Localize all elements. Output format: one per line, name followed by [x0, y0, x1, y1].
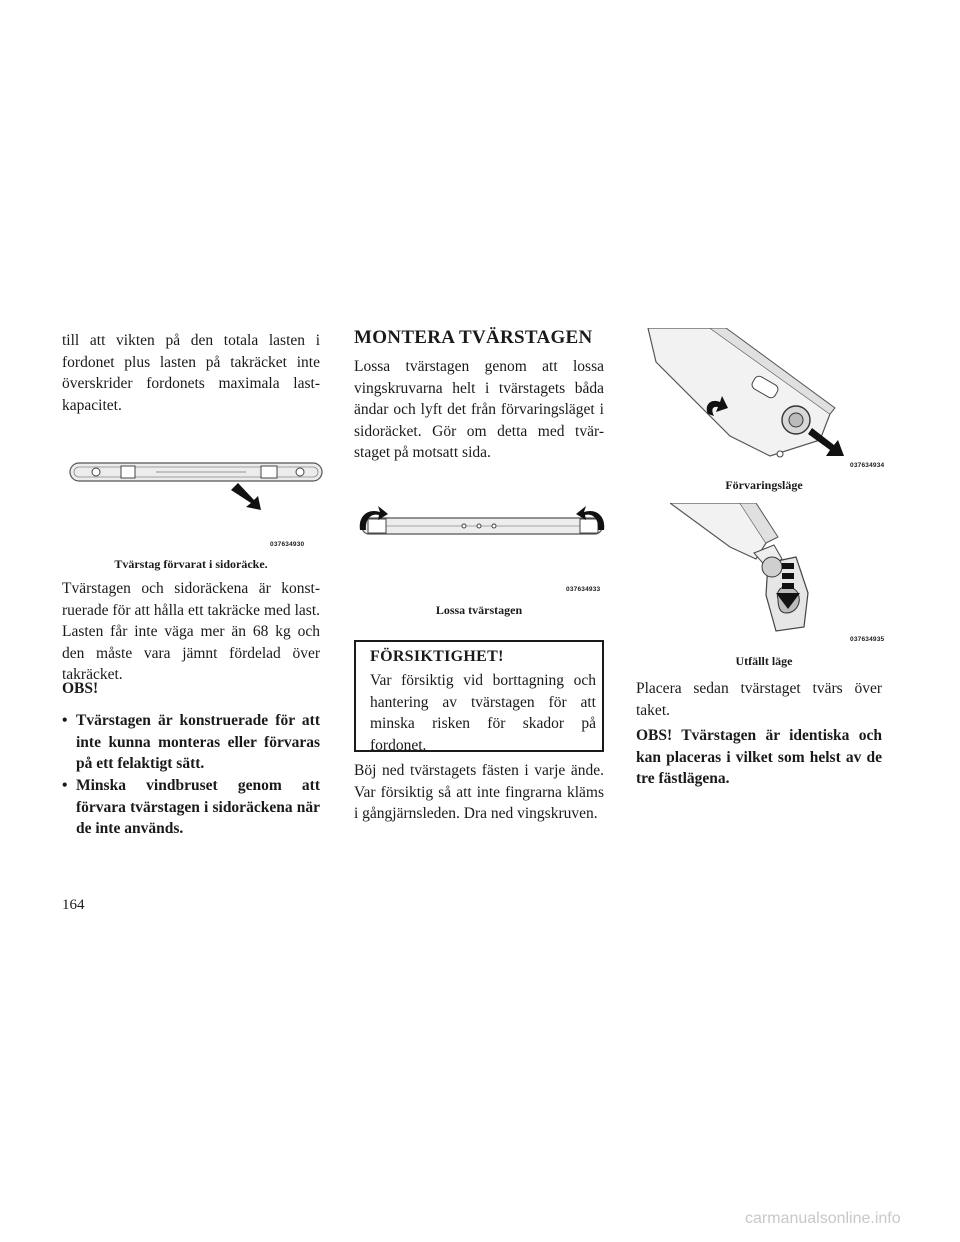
identical-note: OBS! Tvärstagen är identiska och kan placeras i vilket som helst av de tre fästlägena. — [636, 727, 882, 787]
bullet-dot: • — [62, 712, 68, 729]
bullet-text: Tvärstagen är konstruerade för att inte kunna monteras eller förvaras på ett felaktigt sätt. — [76, 712, 320, 772]
loosen-paragraph: Lossa tvärstagen genom att lossa vingskruvarna helt i tvärstagets båda ändar och lyft det från förvaringsläget i sidoräcket. Gör om detta med tvär-staget på motsatt sida. — [354, 358, 604, 461]
figure-caption: Tvärstag förvarat i sidoräcke. — [114, 557, 268, 571]
figure-caption: Lossa tvärstagen — [435, 603, 523, 617]
bullet-dot: • — [62, 777, 68, 794]
loosen-crossbar-illustration — [354, 500, 610, 580]
caution-text: Var försiktig vid borttagning och hantering av tvärstagen för att minska risken för skador på fordonet. — [370, 672, 596, 754]
caution-title: FÖRSIKTIGHET! — [370, 648, 504, 665]
figure-code: 037634930 — [270, 541, 305, 548]
bullet-text: Minska vindbruset genom att förvara tvärstagen i sidoräckena när de inte används. — [76, 777, 320, 837]
page-number: 164 — [62, 897, 85, 913]
watermark: carmanualsonline.info — [745, 1210, 901, 1227]
load-paragraph: Tvärstagen och sidoräckena är konst-ruerade för att hålla ett takräcke med last. Lasten får inte väga mer än 68 kg och den måste vara jämnt fördelad över takräcket. — [62, 580, 320, 683]
obs-label: OBS! — [62, 680, 99, 697]
caution-box — [354, 640, 604, 752]
figure-code: 037634935 — [850, 636, 885, 643]
cross-bar-stored-illustration — [66, 455, 328, 545]
place-paragraph: Placera sedan tvärstaget tvärs över taket. — [636, 680, 882, 719]
deployed-position-illustration — [670, 503, 900, 633]
figure-code: 037634933 — [566, 586, 601, 593]
figure-code: 037634934 — [850, 462, 885, 469]
section-heading: MONTERA TVÄRSTAGEN — [354, 327, 593, 348]
storage-position-illustration — [630, 328, 900, 468]
figure-caption: Utfällt läge — [735, 654, 793, 668]
fold-paragraph: Böj ned tvärstagets fästen i varje ände. Var försiktig så att inte fingrarna kläms i gångjärnsleden. Dra ned vingskruven. — [354, 762, 604, 822]
bullet-item — [62, 775, 320, 840]
bullet-item — [62, 710, 320, 775]
figure-caption: Förvaringsläge — [725, 478, 803, 492]
intro-paragraph: till att vikten på den totala lasten i fordonet plus lasten på takräcket inte överskrider fordonets maximala last-kapacitet. — [62, 332, 320, 414]
